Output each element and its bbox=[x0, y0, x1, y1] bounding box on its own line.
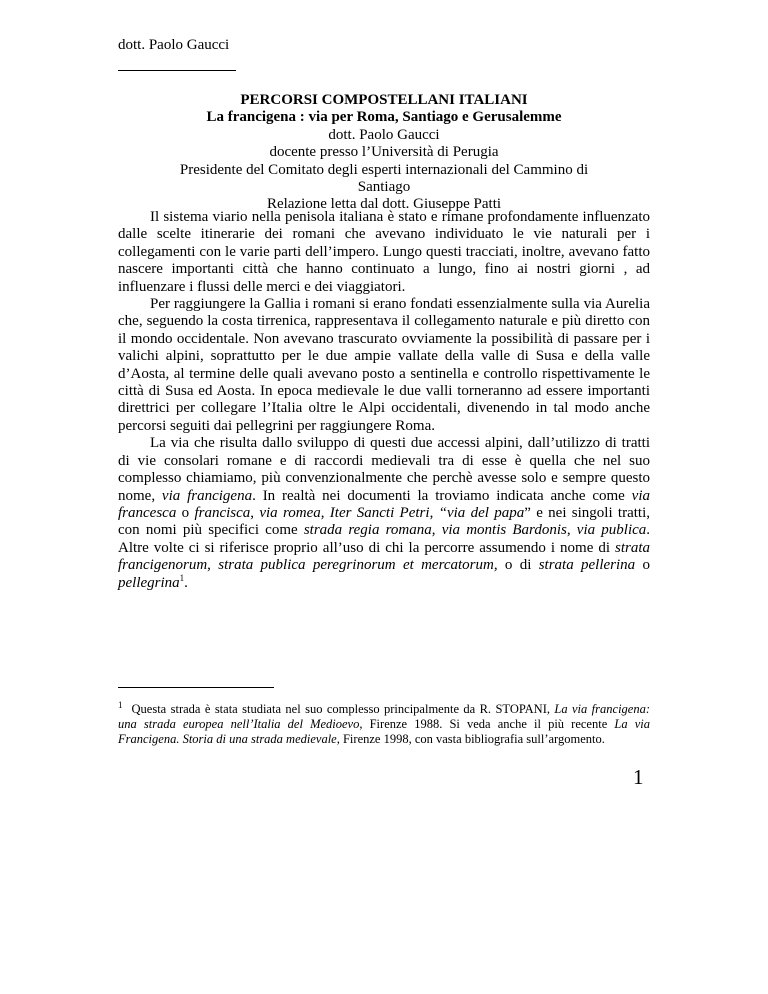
italic-term: strata francigenorum bbox=[118, 539, 650, 574]
text-run: o bbox=[176, 504, 195, 521]
text-run: La via che risulta dallo sviluppo di questi due accessi alpini, dall’utilizzo di tratti di vie consolari romane e di raccordi medievali tra di esse è quella che nel suo complesso chiamiamo, più convenzionalmente che perchè avesse solo e sempre questo nome, bbox=[118, 435, 650, 504]
paragraph-3 bbox=[118, 435, 650, 592]
footnote bbox=[118, 698, 650, 747]
header-divider bbox=[118, 70, 236, 71]
italic-term: via publica bbox=[576, 522, 647, 539]
italic-term: strada regia romana bbox=[303, 522, 432, 539]
text-run: , bbox=[207, 557, 219, 574]
italic-term: via romea bbox=[259, 504, 321, 521]
read-by-line: Relazione letta dal dott. Giuseppe Patti bbox=[266, 196, 502, 213]
italic-term: pellegrina bbox=[118, 574, 180, 591]
text-run: , bbox=[250, 504, 260, 521]
body-text bbox=[118, 209, 650, 592]
italic-term: strata publica peregrinorum et mercatorum, bbox=[218, 557, 498, 574]
italic-title: La via francigena: una strada europea nell’Italia del Medioevo bbox=[118, 702, 651, 732]
text-run: , bbox=[431, 522, 442, 539]
italic-title: La via Francigena. Storia di una strada medievale bbox=[118, 717, 650, 747]
text-run: o di bbox=[497, 557, 539, 574]
italic-term: via francesca bbox=[118, 487, 650, 521]
italic-term: via montis Bardonis bbox=[441, 522, 567, 539]
subtitle: La francigena : via per Roma, Santiago e Gerusalemme bbox=[206, 109, 562, 126]
text-run: . Altre volte ci si riferisce proprio all’uso di chi la percorre assumendo i nome di bbox=[118, 522, 651, 556]
italic-term: strata pellerina bbox=[538, 557, 636, 574]
text-run: Questa strada è stata studiata nel suo complesso principalmente da R. STOPANI, bbox=[131, 702, 555, 717]
footnote-reference[interactable]: 1 bbox=[179, 572, 185, 583]
author-name: dott. Paolo Gaucci bbox=[328, 126, 440, 143]
text-run: , Firenze 1998, con vasta bibliografia sull’argomento. bbox=[336, 732, 605, 747]
author-position-line2: Santiago bbox=[357, 179, 411, 196]
text-run: , bbox=[429, 504, 439, 521]
author-role: docente presso l’Università di Perugia bbox=[269, 144, 499, 161]
italic-term: francisca bbox=[194, 504, 251, 521]
text-run: , Firenze 1988. Si veda anche il più recente bbox=[359, 717, 615, 732]
paragraph-2: Per raggiungere la Gallia i romani si erano fondati essenzialmente sulla via Aurelia che, seguendo la costa tirrenica, rappresentava il collegamento naturale e più diretto con il mondo occidentale. Non avevano trascurato ovviamente la possibilità di passare per i valichi alpini, soprattutto per le due ampie vallate della valle di Susa e della valle d’Aosta, al termine delle quali avevano posto a sentinella e controllo rispettivamente le città di Susa ed Aosta. In epoca medievale le due valli torneranno ad essere importanti direttrici per collegare l’Italia oltre le Alpi occidentali, divenendo in tal modo anche percorsi seguiti dai pellegrini per raggiungere Roma. bbox=[118, 296, 650, 434]
author-position-line1: Presidente del Comitato degli esperti internazionali del Cammino di bbox=[179, 161, 589, 178]
text-run: . bbox=[184, 574, 188, 591]
text-run: , bbox=[320, 504, 330, 521]
footnote-divider bbox=[118, 687, 274, 688]
italic-term: “via del papa bbox=[438, 504, 525, 521]
running-header-author: dott. Paolo Gaucci bbox=[118, 37, 230, 53]
text-run: , bbox=[566, 522, 577, 539]
italic-term: via francigena bbox=[161, 487, 253, 504]
footnote-number: 1 bbox=[118, 700, 123, 710]
paragraph-1: Il sistema viario nella penisola italiana è stato e rimane profondamente influenzato dalle scelte itinerarie dei romani che avevano individuato le vie naturali per i collegamenti con le varie parti dell’impero. Lungo questi tracciati, inoltre, avevano fatto nascere importanti città che hanno continuato a lungo, fino ai nostri giorni , ad influenzare i flussi delle merci e dei viaggiatori. bbox=[118, 209, 650, 295]
text-run: o bbox=[635, 557, 650, 574]
title-block bbox=[118, 92, 650, 214]
main-title: PERCORSI COMPOSTELLANI ITALIANI bbox=[240, 92, 528, 108]
text-run: ” e nei singoli tratti, con nomi più specifici come bbox=[118, 504, 651, 539]
italic-term: Iter Sancti Petri bbox=[329, 504, 430, 521]
page-number: 1 bbox=[633, 765, 644, 789]
text-run: . In realtà nei documenti la troviamo indicata anche come bbox=[252, 487, 632, 504]
